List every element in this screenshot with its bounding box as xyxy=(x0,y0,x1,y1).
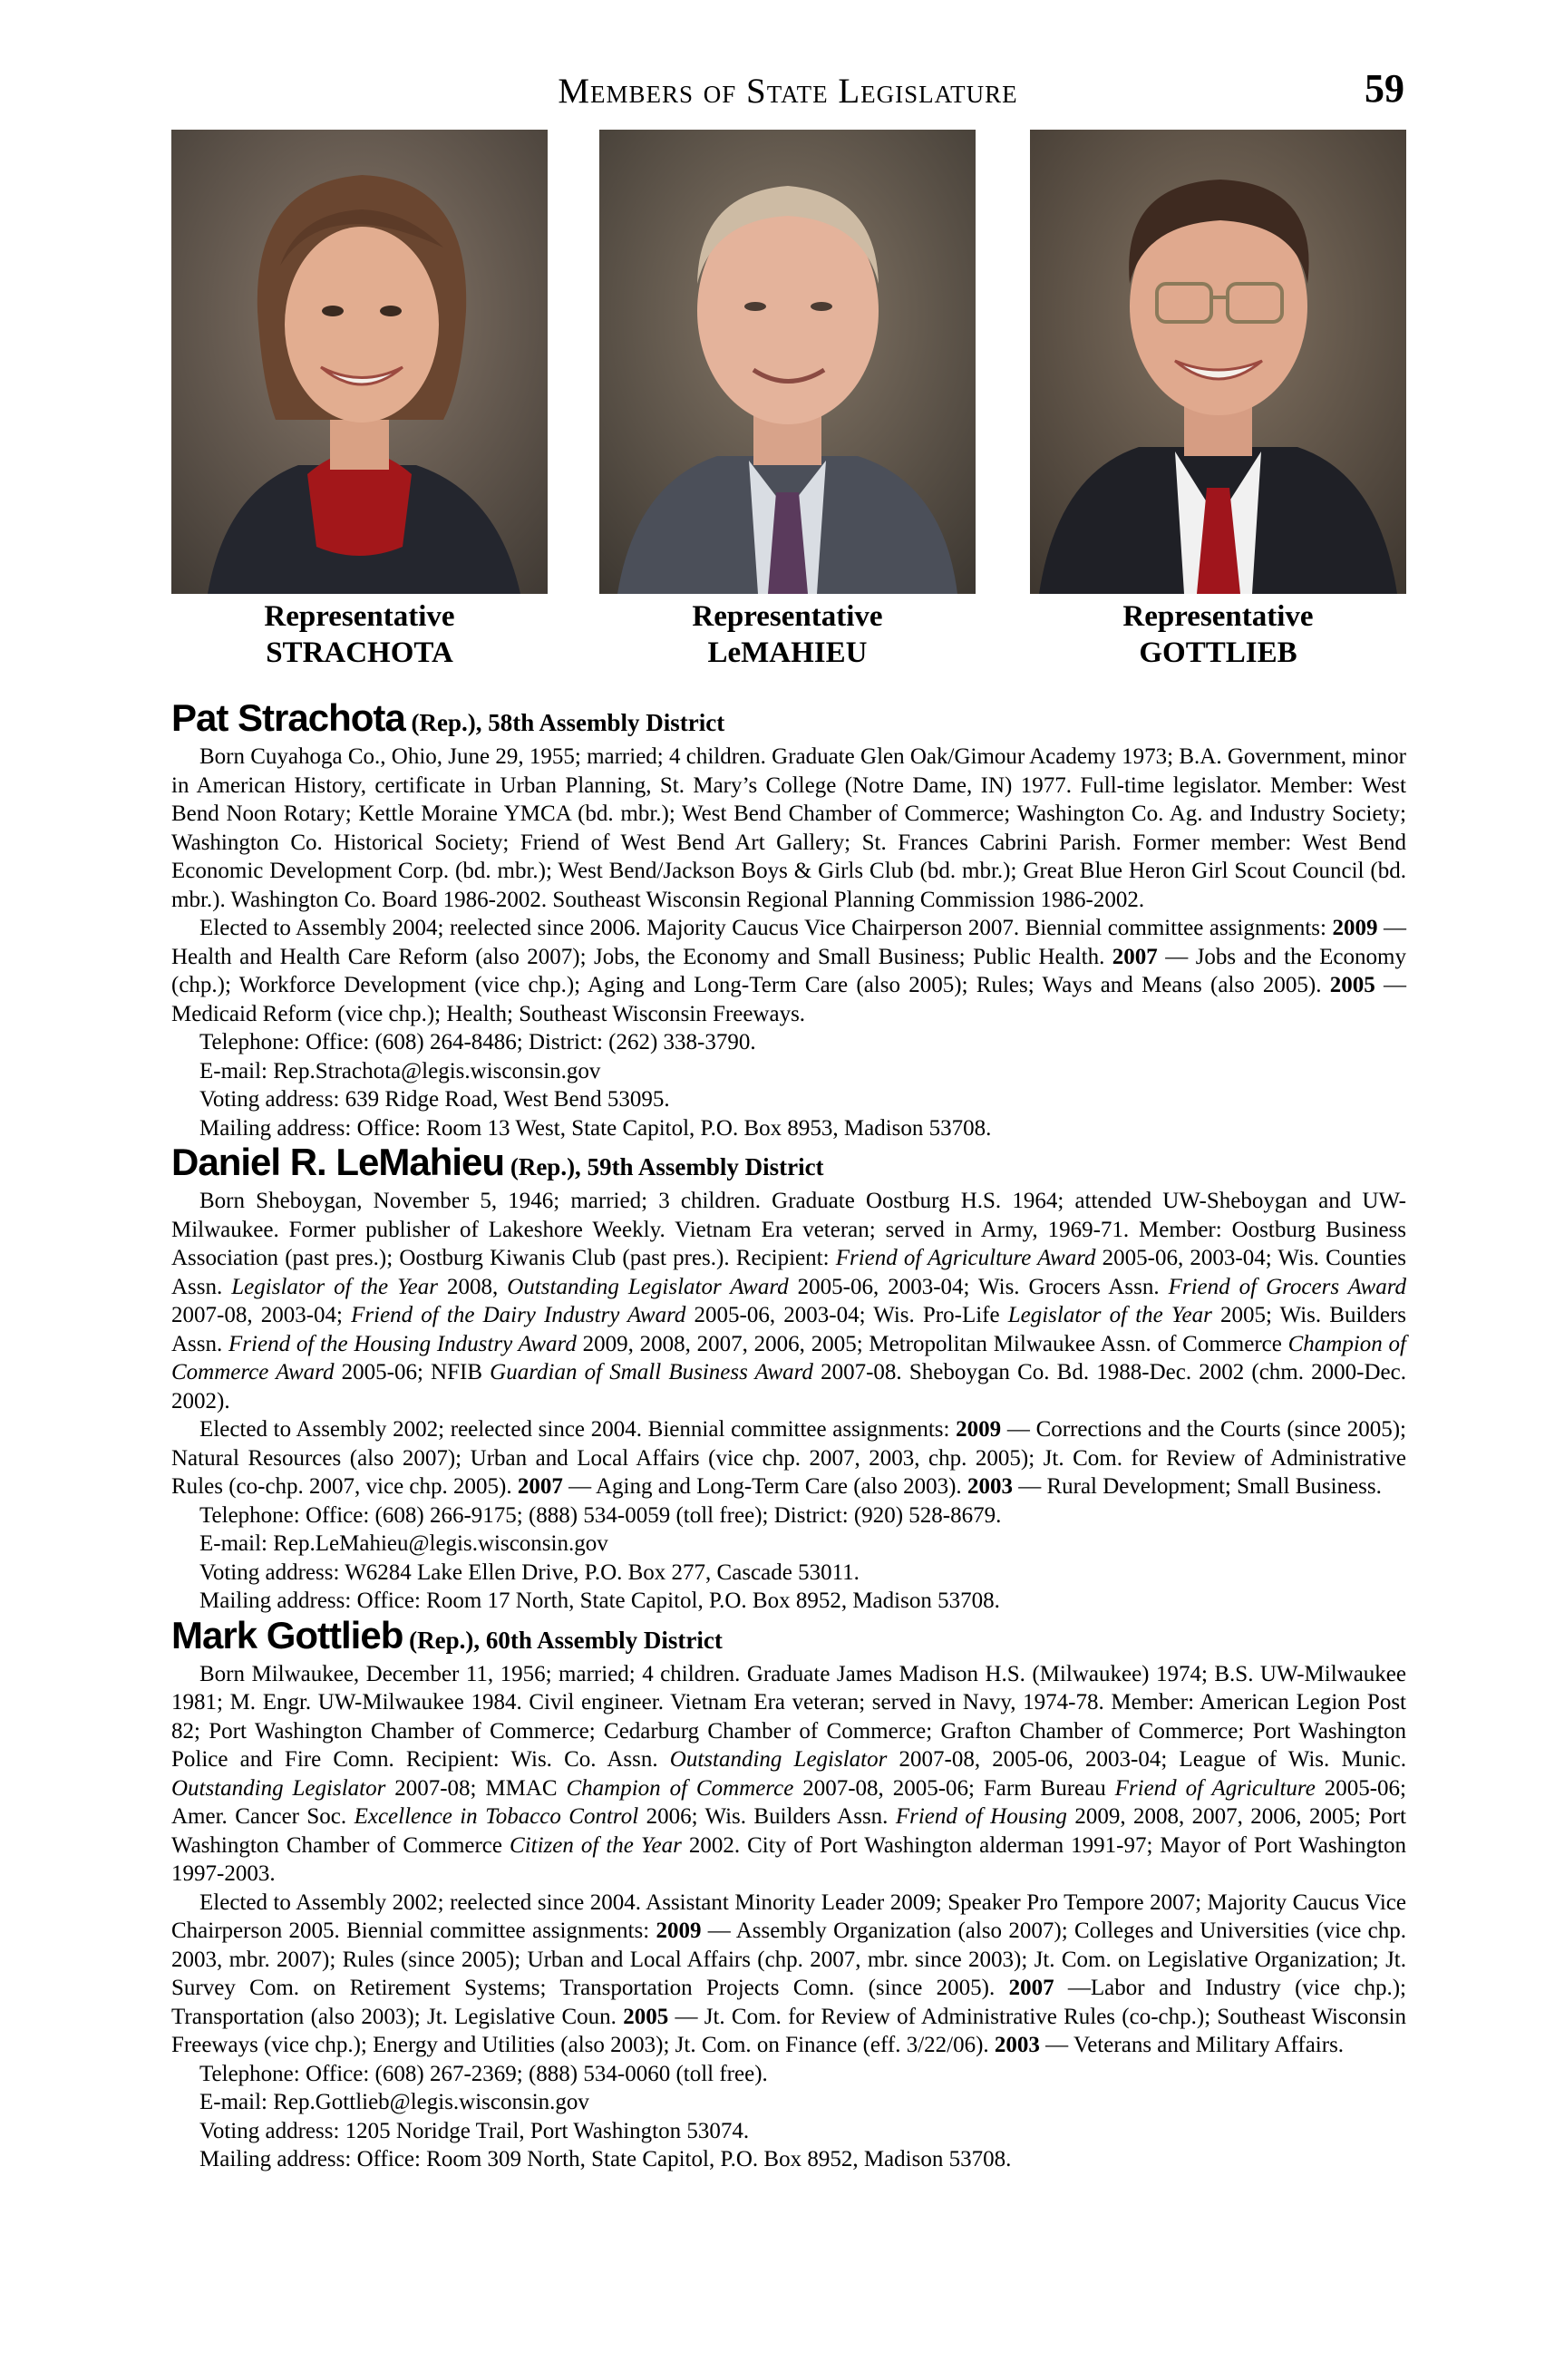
bio-heading xyxy=(171,1142,1406,1187)
bio-background: Born Cuyahoga Co., Ohio, June 29, 1955; married; 4 children. Graduate Glen Oak/Gimour Academy 1973; B.A. Government, minor in American History, certificate in Urban Planning, St. Mary’s College (Notre Dame, IN) 1977. Full-time legislator. Member: West Bend Noon Rotary; Kettle Moraine YMCA (bd. mbr.); West Bend Chamber of Commerce; Washington Co. Ag. and Industry Society; Washington Co. Historical Society; Friend of West Bend Art Gallery; St. Frances Cabrini Parish. Former member: West Bend Economic Development Corp. (bd. mbr.); West Bend/Jackson Boys & Girls Club (bd. mbr.); Great Blue Heron Girl Scout Council (bd. mbr.). Washington Co. Board 1986-2002. Southeast Wisconsin Regional Planning Commission 1986-2002. xyxy=(171,744,1406,912)
bio-background: Born Sheboygan, November 5, 1946; married; 3 children. Graduate Oostburg H.S. 1964; attended UW-Sheboygan and UW-Milwaukee. Former publisher of Lakeshore Weekly. Vietnam Era veteran; served in Army, 1969-71. Member: Oostburg Business Association (past pres.); Oostburg Kiwanis Club (past pres.). Recipient: Friend of Agriculture Award 2005-06, 2003-04; Wis. Counties Assn. Legislator of the Year 2008, Outstanding Legislator Award 2005-06, 2003-04; Wis. Grocers Assn. Friend of Grocers Award 2007-08, 2003-04; Friend of the Dairy Industry Award 2005-06, 2003-04; Wis. Pro-Life Legislator of the Year 2005; Wis. Builders Assn. Friend of the Housing Industry Award 2009, 2008, 2007, 2006, 2005; Metropolitan Milwaukee Assn. of Commerce Champion of Commerce Award 2005-06; NFIB Guardian of Small Business Award 2007-08. Sheboygan Co. Bd. 1988-Dec. 2002 (chm. 2000-Dec. 2002). xyxy=(171,1189,1407,1413)
portrait-caption xyxy=(171,598,548,671)
bio-service: Elected to Assembly 2002; reelected since 2004. Assistant Minority Leader 2009; Speaker Pro Tempore 2007; Majority Caucus Vice Chairperson 2005. Biennial committee assignments: 2009 — Assembly Organization (also 2007); Colleges and Universities (vice chp. 2003, mbr. 2007); Rules (since 2005); Urban and Local Affairs (chp. 2007, mbr. since 2003); Jt. Com. on Legislative Organization; Jt. Survey Com. on Retirement Systems; Transportation Projects Comn. (since 2005). 2007 —Labor and Industry (vice chp.); Transportation (also 2003); Jt. Legislative Coun. 2005 — Jt. Com. for Review of Administrative Rules (co-chp.); Southeast Wisconsin Freeways (vice chp.); Energy and Utilities (also 2003); Jt. Com. on Finance (eff. 3/22/06). 2003 — Veterans and Military Affairs. xyxy=(171,1889,1406,2057)
district: 60th Assembly District xyxy=(485,1626,723,1654)
telephone: Telephone: Office: (608) 266-9175; (888) 534-0059 (toll free); District: (920) 528-8679. xyxy=(199,1502,1002,1528)
mailing-address: Mailing address: Office: Room 309 North, State Capitol, P.O. Box 8952, Madison 53708. xyxy=(199,2147,1012,2171)
bio-lemahieu xyxy=(171,1142,1406,1616)
member-name: Pat Strachota xyxy=(171,696,405,739)
bio-heading xyxy=(171,698,1406,743)
portrait-caption xyxy=(1030,598,1406,671)
caption-name: LeMAHIEU xyxy=(707,636,868,669)
running-title: Members of State Legislature xyxy=(558,72,1018,111)
party: (Rep.), xyxy=(411,709,482,736)
email-address: E-mail: Rep.LeMahieu@legis.wisconsin.gov xyxy=(199,1531,608,1556)
caption-name: STRACHOTA xyxy=(266,636,453,669)
member-name: Daniel R. LeMahieu xyxy=(171,1141,505,1183)
bio-background: Born Milwaukee, December 11, 1956; married; 4 children. Graduate James Madison H.S. (Milwaukee) 1974; B.S. UW-Milwaukee 1981; M. Engr. UW-Milwaukee 1984. Civil engineer. Vietnam Era veteran; served in Navy, 1974-78. Member: American Legion Post 82; Port Washington Chamber of Commerce; Cedarburg Chamber of Commerce; Grafton Chamber of Commerce; Port Washington Police and Fire Comn. Recipient: Wis. Co. Assn. Outstanding Legislator 2007-08, 2005-06, 2003-04; League of Wis. Munic. Outstanding Legislator 2007-08; MMAC Champion of Commerce 2007-08, 2005-06; Farm Bureau Friend of Agriculture 2005-06; Amer. Cancer Soc. Excellence in Tobacco Control 2006; Wis. Builders Assn. Friend of Housing 2009, 2008, 2007, 2006, 2005; Port Washington Chamber of Commerce Citizen of the Year 2002. City of Port Washington alderman 1991-97; Mayor of Port Washington 1997-2003. xyxy=(171,1661,1407,1886)
mailing-address: Mailing address: Office: Room 13 West, State Capitol, P.O. Box 8953, Madison 53708. xyxy=(199,1115,992,1141)
telephone: Telephone: Office: (608) 264-8486; District: (262) 338-3790. xyxy=(199,1030,756,1054)
bio-heading xyxy=(171,1613,1406,1660)
portrait-caption xyxy=(599,598,976,671)
page-number: 59 xyxy=(1365,66,1404,111)
district: 59th Assembly District xyxy=(587,1153,824,1180)
bio-strachota xyxy=(171,698,1406,1142)
bio-service: Elected to Assembly 2004; reelected since 2006. Majority Caucus Vice Chairperson 2007. Biennial committee assignments: 2009 — Health and Health Care Reform (also 2007); Jobs, the Economy and Small Business; Public Health. 2007 — Jobs and the Economy (chp.); Workforce Development (vice chp.); Aging and Long-Term Care (also 2005); Rules; Ways and Means (also 2005). 2005 — Medicaid Reform (vice chp.); Health; Southeast Wisconsin Freeways. xyxy=(171,916,1407,1026)
telephone: Telephone: Office: (608) 267-2369; (888) 534-0060 (toll free). xyxy=(199,2061,768,2086)
running-head xyxy=(171,66,1404,125)
portrait-photo-man xyxy=(599,130,976,594)
party: (Rep.), xyxy=(510,1153,581,1180)
caption-title: Representative xyxy=(1122,600,1314,633)
bio-gottlieb xyxy=(171,1613,1407,2174)
caption-title: Representative xyxy=(264,600,455,633)
portrait-row xyxy=(171,130,1406,594)
portrait-photo-woman xyxy=(171,130,548,594)
caption-title: Representative xyxy=(692,600,883,633)
voting-address: Voting address: 639 Ridge Road, West Bend 53095. xyxy=(199,1087,670,1112)
mailing-address: Mailing address: Office: Room 17 North, State Capitol, P.O. Box 8952, Madison 53708. xyxy=(199,1588,1000,1613)
voting-address: Voting address: W6284 Lake Ellen Drive, P.O. Box 277, Cascade 53011. xyxy=(199,1559,860,1585)
caption-name: GOTTLIEB xyxy=(1139,636,1297,669)
voting-address: Voting address: 1205 Noridge Trail, Port Washington 53074. xyxy=(199,2118,750,2143)
bio-service: Elected to Assembly 2002; reelected since 2004. Biennial committee assignments: 2009 — Corrections and the Courts (since 2005); Natural Resources (also 2007); Urban and Local Affairs (vice chp. 2007, 2003, chp. 2005); Jt. Com. for Review of Administrative Rules (co-chp. 2007, vice chp. 2005). 2007 — Aging and Long-Term Care (also 2003). 2003 — Rural Development; Small Business. xyxy=(171,1417,1406,1499)
email-address: E-mail: Rep.Strachota@legis.wisconsin.gov xyxy=(199,1058,601,1083)
biographies xyxy=(171,698,1406,2174)
party: (Rep.), xyxy=(409,1626,481,1654)
district: 58th Assembly District xyxy=(488,709,725,736)
member-name: Mark Gottlieb xyxy=(171,1613,403,1656)
portrait-photo-man-glasses xyxy=(1030,130,1406,594)
email-address: E-mail: Rep.Gottlieb@legis.wisconsin.gov xyxy=(199,2090,589,2114)
